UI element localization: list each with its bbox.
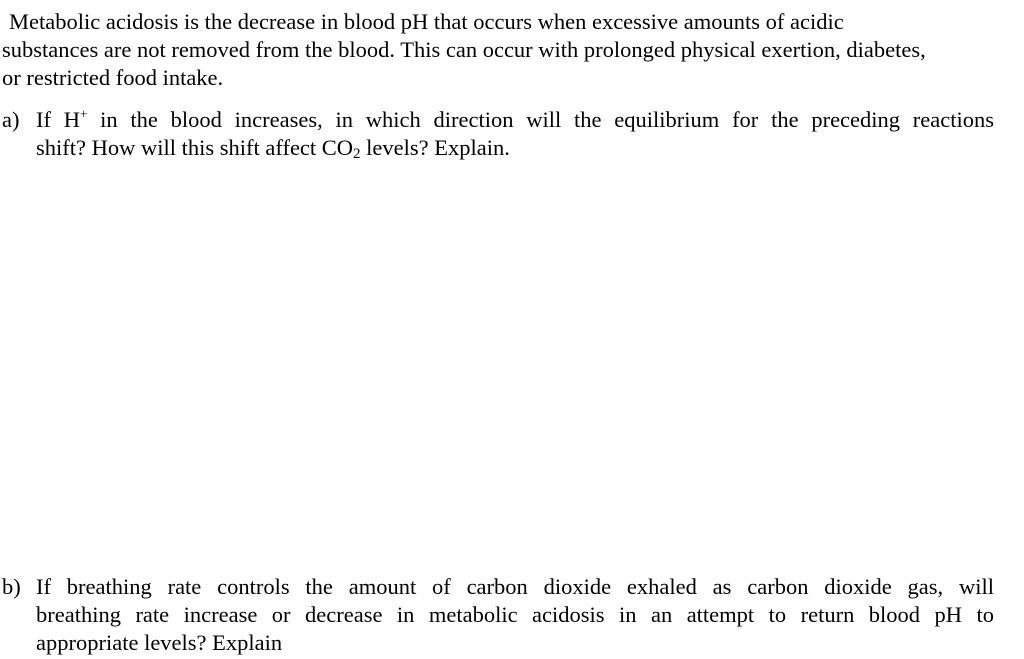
- question-b: [2, 573, 1002, 657]
- question-b-line-2: breathing rate increase or decrease in metabolic acidosis in an attempt to return blood pH to: [36, 602, 994, 627]
- question-a-line-1: If H+ in the blood increases, in which direction will the equilibrium for the preceding reactions: [36, 106, 995, 132]
- question-b-letter: b): [2, 574, 21, 599]
- intro-paragraph: [2, 8, 1002, 92]
- subscript-2: 2: [353, 146, 361, 162]
- question-b-line-1: If breathing rate controls the amount of carbon dioxide exhaled as carbon dioxide gas, will: [36, 574, 994, 599]
- intro-line-2: substances are not removed from the blood. This can occur with prolonged physical exertion, diabetes,: [2, 37, 926, 62]
- question-a-line-2: shift? How will this shift affect $CO_2$ levels? Explain.: [36, 135, 510, 162]
- question-a: [2, 106, 1002, 162]
- superscript-plus: +: [80, 106, 88, 121]
- question-a-text: [36, 106, 994, 162]
- question-b-text: [36, 573, 994, 657]
- intro-line-1: Metabolic acidosis is the decrease in blood pH that occurs when excessive amounts of acidic: [9, 9, 844, 34]
- intro-line-3: or restricted food intake.: [2, 65, 224, 90]
- question-b-line-3: appropriate levels? Explain: [36, 630, 283, 655]
- question-a-letter: a): [2, 107, 20, 132]
